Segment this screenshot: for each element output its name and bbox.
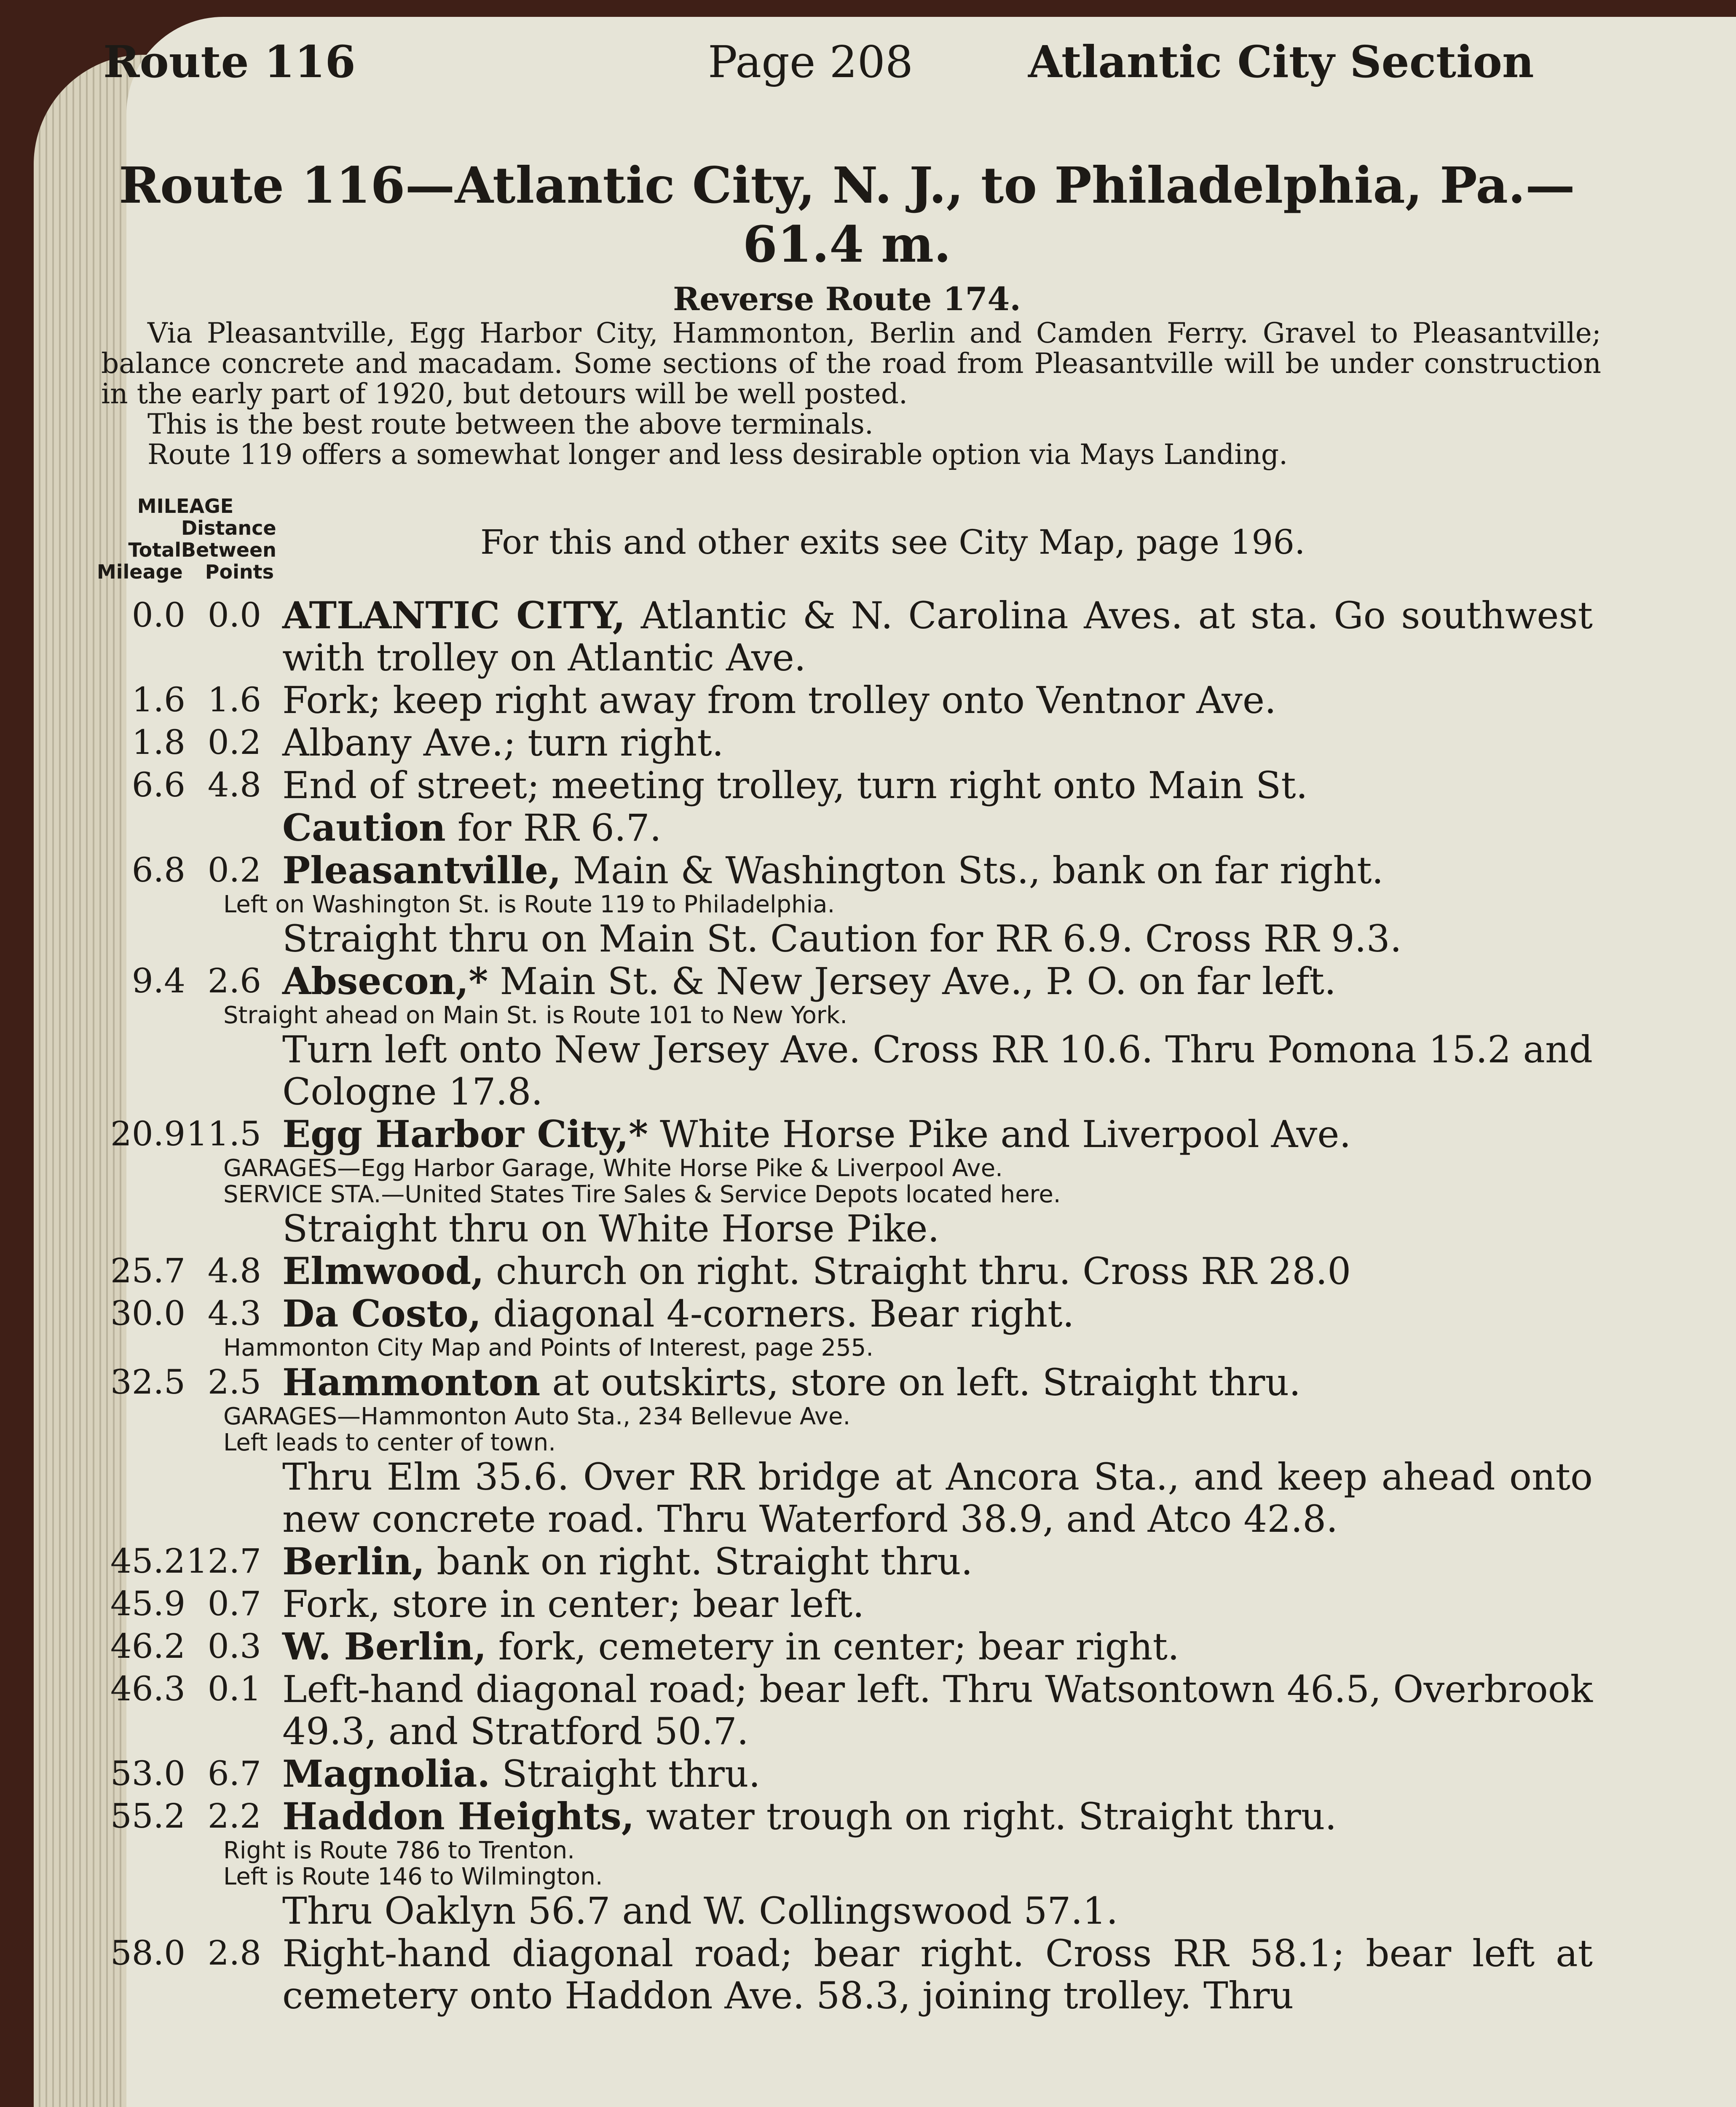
route-entry (101, 764, 1593, 849)
direction-text (282, 1795, 1593, 1838)
total-mileage: 46.2 (110, 1627, 185, 1666)
direction: Left-hand diagonal road; bear left. Thru Watsontown 46.5, Overbrook 49.3, and Stratford 50.7. (282, 1667, 1593, 1753)
caution-text: for RR 6.7. (445, 806, 662, 850)
place-name: Egg Harbor City,* (282, 1112, 648, 1156)
direction: White Horse Pike and Liverpool Ave. (648, 1112, 1351, 1156)
route-note: Left is Route 146 to Wilmington. (223, 1863, 603, 1890)
route-note: SERVICE STA.—United States Tire Sales & Service Depots located here. (223, 1181, 1061, 1208)
direction-text (282, 849, 1593, 892)
direction: bank on right. Straight thru. (425, 1540, 973, 1583)
place-name: Pleasantville, (282, 848, 561, 892)
section-title: Atlantic City Section (1028, 36, 1534, 88)
direction-text (282, 1625, 1593, 1668)
city-map-note: For this and other exits see City Map, page 196. (480, 523, 1305, 562)
route-entry (101, 1361, 1593, 1404)
route-entry (101, 1583, 1593, 1625)
distance-between: 2.5 (207, 1362, 261, 1402)
mileage-points: Points (205, 560, 274, 583)
direction-text (282, 1113, 1593, 1155)
distance-between: 0.3 (207, 1627, 261, 1666)
distance-between: 12.7 (186, 1541, 261, 1581)
total-mileage: 55.2 (110, 1796, 185, 1836)
route-entry (101, 849, 1593, 892)
mileage-total: Total (128, 539, 181, 561)
direction: Right-hand diagonal road; bear right. Cross RR 58.1; bear left at cemetery onto Haddon Ave. 58.3, joining trolley. Thru (282, 1932, 1593, 2017)
continuation-text: Turn left onto New Jersey Ave. Cross RR 10.6. Thru Pomona 15.2 and Cologne 17.8. (282, 1028, 1593, 1113)
mileage-distance: Distance (181, 517, 276, 539)
distance-between: 0.2 (207, 850, 261, 890)
route-entry (101, 1113, 1593, 1155)
distance-between: 11.5 (186, 1114, 261, 1153)
total-mileage: 30.0 (110, 1294, 185, 1333)
total-mileage: 0.0 (131, 595, 185, 635)
route-directions (101, 594, 1593, 2017)
route-entry (101, 1668, 1593, 1753)
distance-between: 0.0 (207, 595, 261, 635)
route-entry (101, 1753, 1593, 1795)
caution: Caution (282, 806, 446, 850)
direction: Main St. & New Jersey Ave., P. O. on far left. (488, 960, 1337, 1003)
distance-between: 4.3 (207, 1294, 261, 1333)
direction: water trough on right. Straight thru. (634, 1795, 1337, 1838)
mileage-mileage: Mileage (97, 560, 183, 583)
route-note: Left leads to center of town. (223, 1429, 556, 1456)
direction: End of street; meeting trolley, turn right onto Main St. (282, 764, 1308, 807)
place-name: Absecon,* (282, 959, 488, 1003)
direction-text (282, 1292, 1593, 1335)
direction-text (282, 960, 1593, 1003)
direction-text (282, 764, 1593, 849)
total-mileage: 20.9 (110, 1114, 185, 1153)
total-mileage: 6.6 (131, 765, 185, 804)
mileage-between: Between (181, 539, 276, 561)
place-name: Haddon Heights, (282, 1794, 635, 1838)
continuation-text: Thru Oaklyn 56.7 and W. Collingswood 57.1. (282, 1889, 1118, 1933)
distance-between: 0.7 (207, 1584, 261, 1623)
route-entry (101, 1795, 1593, 1838)
total-mileage: 46.3 (110, 1669, 185, 1708)
place-name: Elmwood, (282, 1249, 484, 1293)
route-title: Route 116—Atlantic City, N. J., to Philadelphia, Pa.— 61.4 m. (118, 156, 1575, 273)
place-name: Hammonton (282, 1360, 541, 1404)
total-mileage: 45.9 (110, 1584, 185, 1623)
total-mileage: 6.8 (131, 850, 185, 890)
direction: church on right. Straight thru. Cross RR 28.0 (484, 1249, 1351, 1293)
direction-text (282, 594, 1593, 679)
reverse-route: Reverse Route 174. (673, 280, 1021, 318)
distance-between: 0.1 (207, 1669, 261, 1708)
route-note: Left on Washington St. is Route 119 to Philadelphia. (223, 891, 835, 918)
route-entry (101, 1292, 1593, 1335)
total-mileage: 58.0 (110, 1933, 185, 1973)
direction-text (282, 1668, 1593, 1753)
route-note: GARAGES—Hammonton Auto Sta., 234 Bellevue Ave. (223, 1403, 851, 1430)
total-mileage: 9.4 (131, 961, 185, 1000)
route-entry (101, 960, 1593, 1003)
continuation-text: Thru Elm 35.6. Over RR bridge at Ancora Sta., and keep ahead onto new concrete road. Thru Waterford 38.9, and Atco 42.8. (282, 1455, 1593, 1541)
route-note: GARAGES—Egg Harbor Garage, White Horse Pike & Liverpool Ave. (223, 1155, 1003, 1182)
total-mileage: 25.7 (110, 1251, 185, 1290)
direction-text (282, 1250, 1593, 1292)
distance-between: 6.7 (207, 1754, 261, 1793)
direction: Fork; keep right away from trolley onto Ventnor Ave. (282, 678, 1277, 722)
distance-between: 4.8 (207, 765, 261, 804)
continuation-text: Straight thru on White Horse Pike. (282, 1207, 940, 1250)
direction: fork, cemetery in center; bear right. (486, 1625, 1179, 1668)
direction: at outskirts, store on left. Straight thru. (540, 1361, 1301, 1404)
direction-text (282, 679, 1593, 721)
direction: Albany Ave.; turn right. (282, 721, 724, 764)
intro-paragraph: This is the best route between the above terminals. (147, 408, 873, 440)
distance-between: 2.2 (207, 1796, 261, 1836)
place-name: Berlin, (282, 1539, 425, 1583)
direction: Atlantic & N. Carolina Aves. at sta. Go southwest with trolley on Atlantic Ave. (282, 594, 1593, 679)
running-header-route: Route 116 (103, 36, 356, 88)
direction: Straight thru. (490, 1752, 761, 1796)
route-entry (101, 1540, 1593, 1583)
continuation-text: Straight thru on Main St. Caution for RR 6.9. Cross RR 9.3. (282, 917, 1402, 960)
distance-between: 4.8 (207, 1251, 261, 1290)
direction-text (282, 1361, 1593, 1404)
route-entry (101, 594, 1593, 679)
direction: diagonal 4-corners. Bear right. (481, 1292, 1074, 1335)
distance-between: 2.8 (207, 1933, 261, 1973)
direction-text (282, 1753, 1593, 1795)
direction-text (282, 1932, 1593, 2017)
route-entry (101, 1250, 1593, 1292)
total-mileage: 32.5 (110, 1362, 185, 1402)
intro-paragraph: Via Pleasantville, Egg Harbor City, Hammonton, Berlin and Camden Ferry. Gravel to Pleasantville; balance concrete and macadam. Some sections of the road from Pleasantville will be under construction in the early part of 1920, but detours will be well posted. (101, 317, 1601, 410)
mileage-header (97, 495, 438, 583)
place-name: W. Berlin, (282, 1624, 487, 1668)
total-mileage: 45.2 (110, 1541, 185, 1581)
direction-text (282, 721, 1593, 764)
page-number: Page 208 (708, 36, 913, 88)
route-note: Hammonton City Map and Points of Interest, page 255. (223, 1334, 874, 1362)
distance-between: 2.6 (207, 961, 261, 1000)
route-entry (101, 679, 1593, 721)
total-mileage: 53.0 (110, 1754, 185, 1793)
intro-paragraph: Route 119 offers a somewhat longer and less desirable option via Mays Landing. (147, 438, 1288, 471)
direction-text (282, 1540, 1593, 1583)
route-note: Right is Route 786 to Trenton. (223, 1837, 575, 1864)
route-entry (101, 1932, 1593, 2017)
place-name: ATLANTIC CITY, (282, 593, 626, 637)
direction-text (282, 1583, 1593, 1625)
distance-between: 0.2 (207, 723, 261, 762)
route-note: Straight ahead on Main St. is Route 101 to New York. (223, 1002, 848, 1029)
mileage-label: MILEAGE (137, 495, 234, 517)
total-mileage: 1.8 (131, 723, 185, 762)
route-intro (101, 318, 1601, 470)
direction: Fork, store in center; bear left. (282, 1582, 865, 1626)
distance-between: 1.6 (207, 680, 261, 719)
direction: Main & Washington Sts., bank on far right. (561, 849, 1384, 892)
route-entry (101, 721, 1593, 764)
place-name: Magnolia. (282, 1752, 490, 1796)
total-mileage: 1.6 (131, 680, 185, 719)
route-entry (101, 1625, 1593, 1668)
place-name: Da Costo, (282, 1292, 482, 1335)
